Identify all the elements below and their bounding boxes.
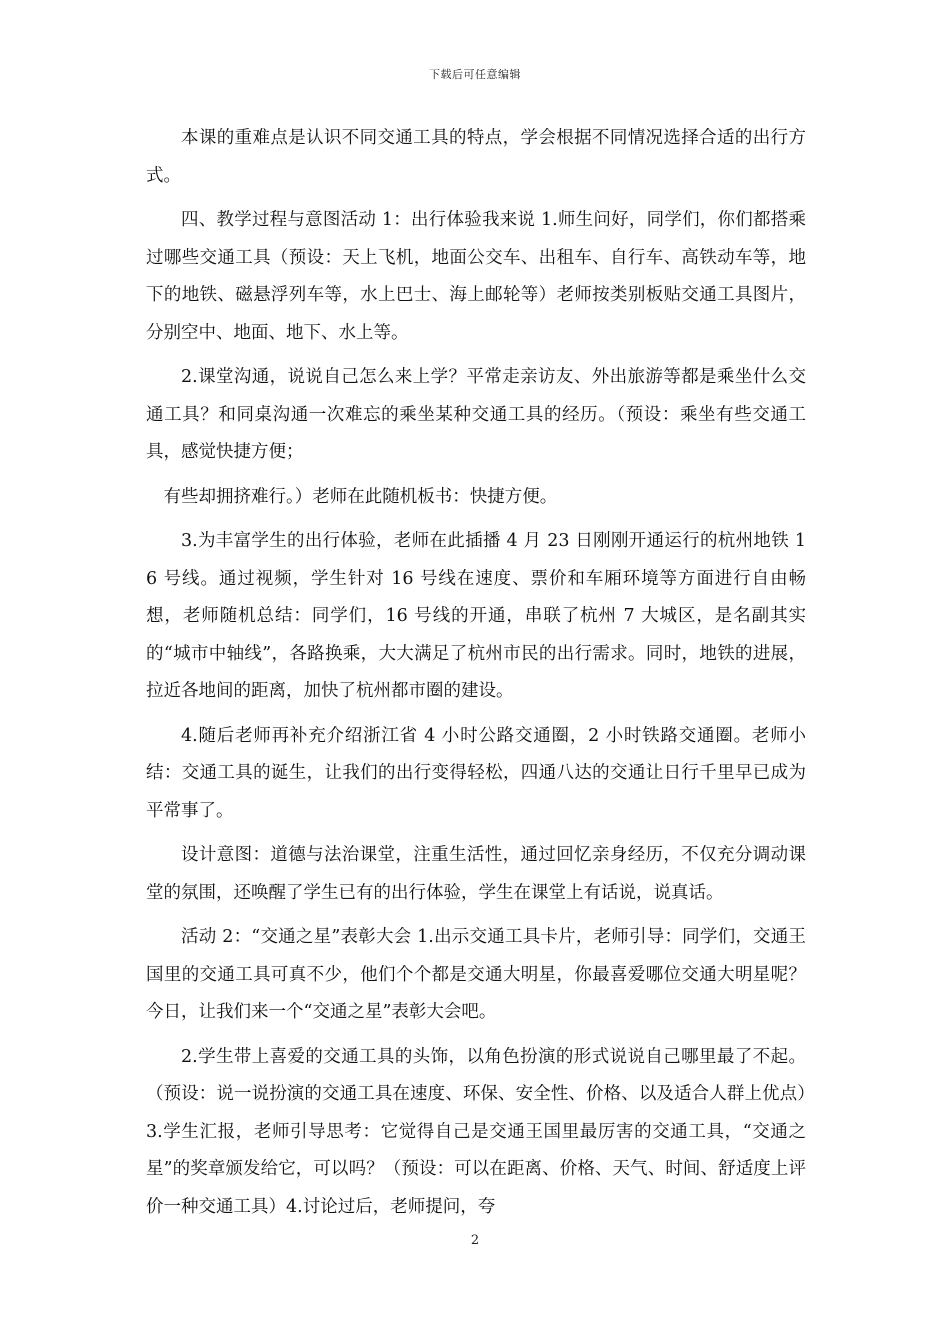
paragraph-step-2: 2.课堂沟通，说说自己怎么来上学？平常走亲访友、外出旅游等都是乘坐什么交通工具？和同桌沟通一次难忘的乘坐某种交通工具的经历。（预设：乘坐有些交通工具，感觉快捷方便； (146, 367, 806, 462)
paragraph-activity-1: 四、教学过程与意图活动 1：出行体验我来说 1.师生问好，同学们，你们都搭乘过哪些交通工具（预设：天上飞机，地面公交车、出租车、自行车、高铁动车等，地下的地铁、磁悬浮列车等，水上巴士、海上邮轮等）老师按类别板贴交通工具图片，分别空中、地面、地下、水上等。 (146, 210, 806, 343)
paragraph-activity-2: 活动 2：“交通之星”表彰大会 1.出示交通工具卡片，老师引导：同学们，交通王国里的交通工具可真不少，他们个个都是交通大明星，你最喜爱哪位交通大明星呢？今日，让我们来一个“交通之星”表彰大会吧。 (146, 927, 806, 1022)
paragraph-activity-2-steps: 2.学生带上喜爱的交通工具的头饰，以角色扮演的形式说说自己哪里最了不起。（预设：说一说扮演的交通工具在速度、环保、安全性、价格、以及适合人群上优点）3.学生汇报，老师引导思考：它觉得自己是交通王国里最厉害的交通工具，“交通之星”的奖章颁发给它，可以吗？（预设：可以在距离、价格、天气、时间、舒适度上评价一种交通工具）4.讨论过后，老师提问，夸 (146, 1046, 806, 1217)
paragraph-step-2-continued: 有些却拥挤难行。）老师在此随机板书：快捷方便。 (163, 486, 558, 507)
paragraph-step-3: 3.为丰富学生的出行体验，老师在此插播 4 月 23 日刚刚开通运行的杭州地铁 16 号线。通过视频，学生针对 16 号线在速度、票价和车厢环境等方面进行自由畅想，老师随机总结：同学们，16 号线的开通，串联了杭州 7 大城区，是名副其实的“城市中轴线”，各路换乘，大大满足了杭州市民的出行需求。同时，地铁的进展，拉近各地间的距离，加快了杭州都市圈的建设。 (146, 531, 806, 701)
paragraph-design-intent: 设计意图：道德与法治课堂，注重生活性，通过回忆亲身经历，不仅充分调动课堂的氛围，还唤醒了学生已有的出行体验，学生在课堂上有话说，说真话。 (146, 845, 806, 903)
page-number: 2 (470, 1233, 480, 1248)
page-header: 下载后可任意编辑 (429, 68, 521, 81)
paragraph-step-4: 4.随后老师再补充介绍浙江省 4 小时公路交通圈，2 小时铁路交通圈。老师小结：交通工具的诞生，让我们的出行变得轻松，四通八达的交通让日行千里早已成为平常事了。 (146, 725, 806, 821)
document-body (146, 120, 806, 1233)
paragraph-key-difficulties: 本课的重难点是认识不同交通工具的特点，学会根据不同情况选择合适的出行方式。 (146, 128, 806, 186)
